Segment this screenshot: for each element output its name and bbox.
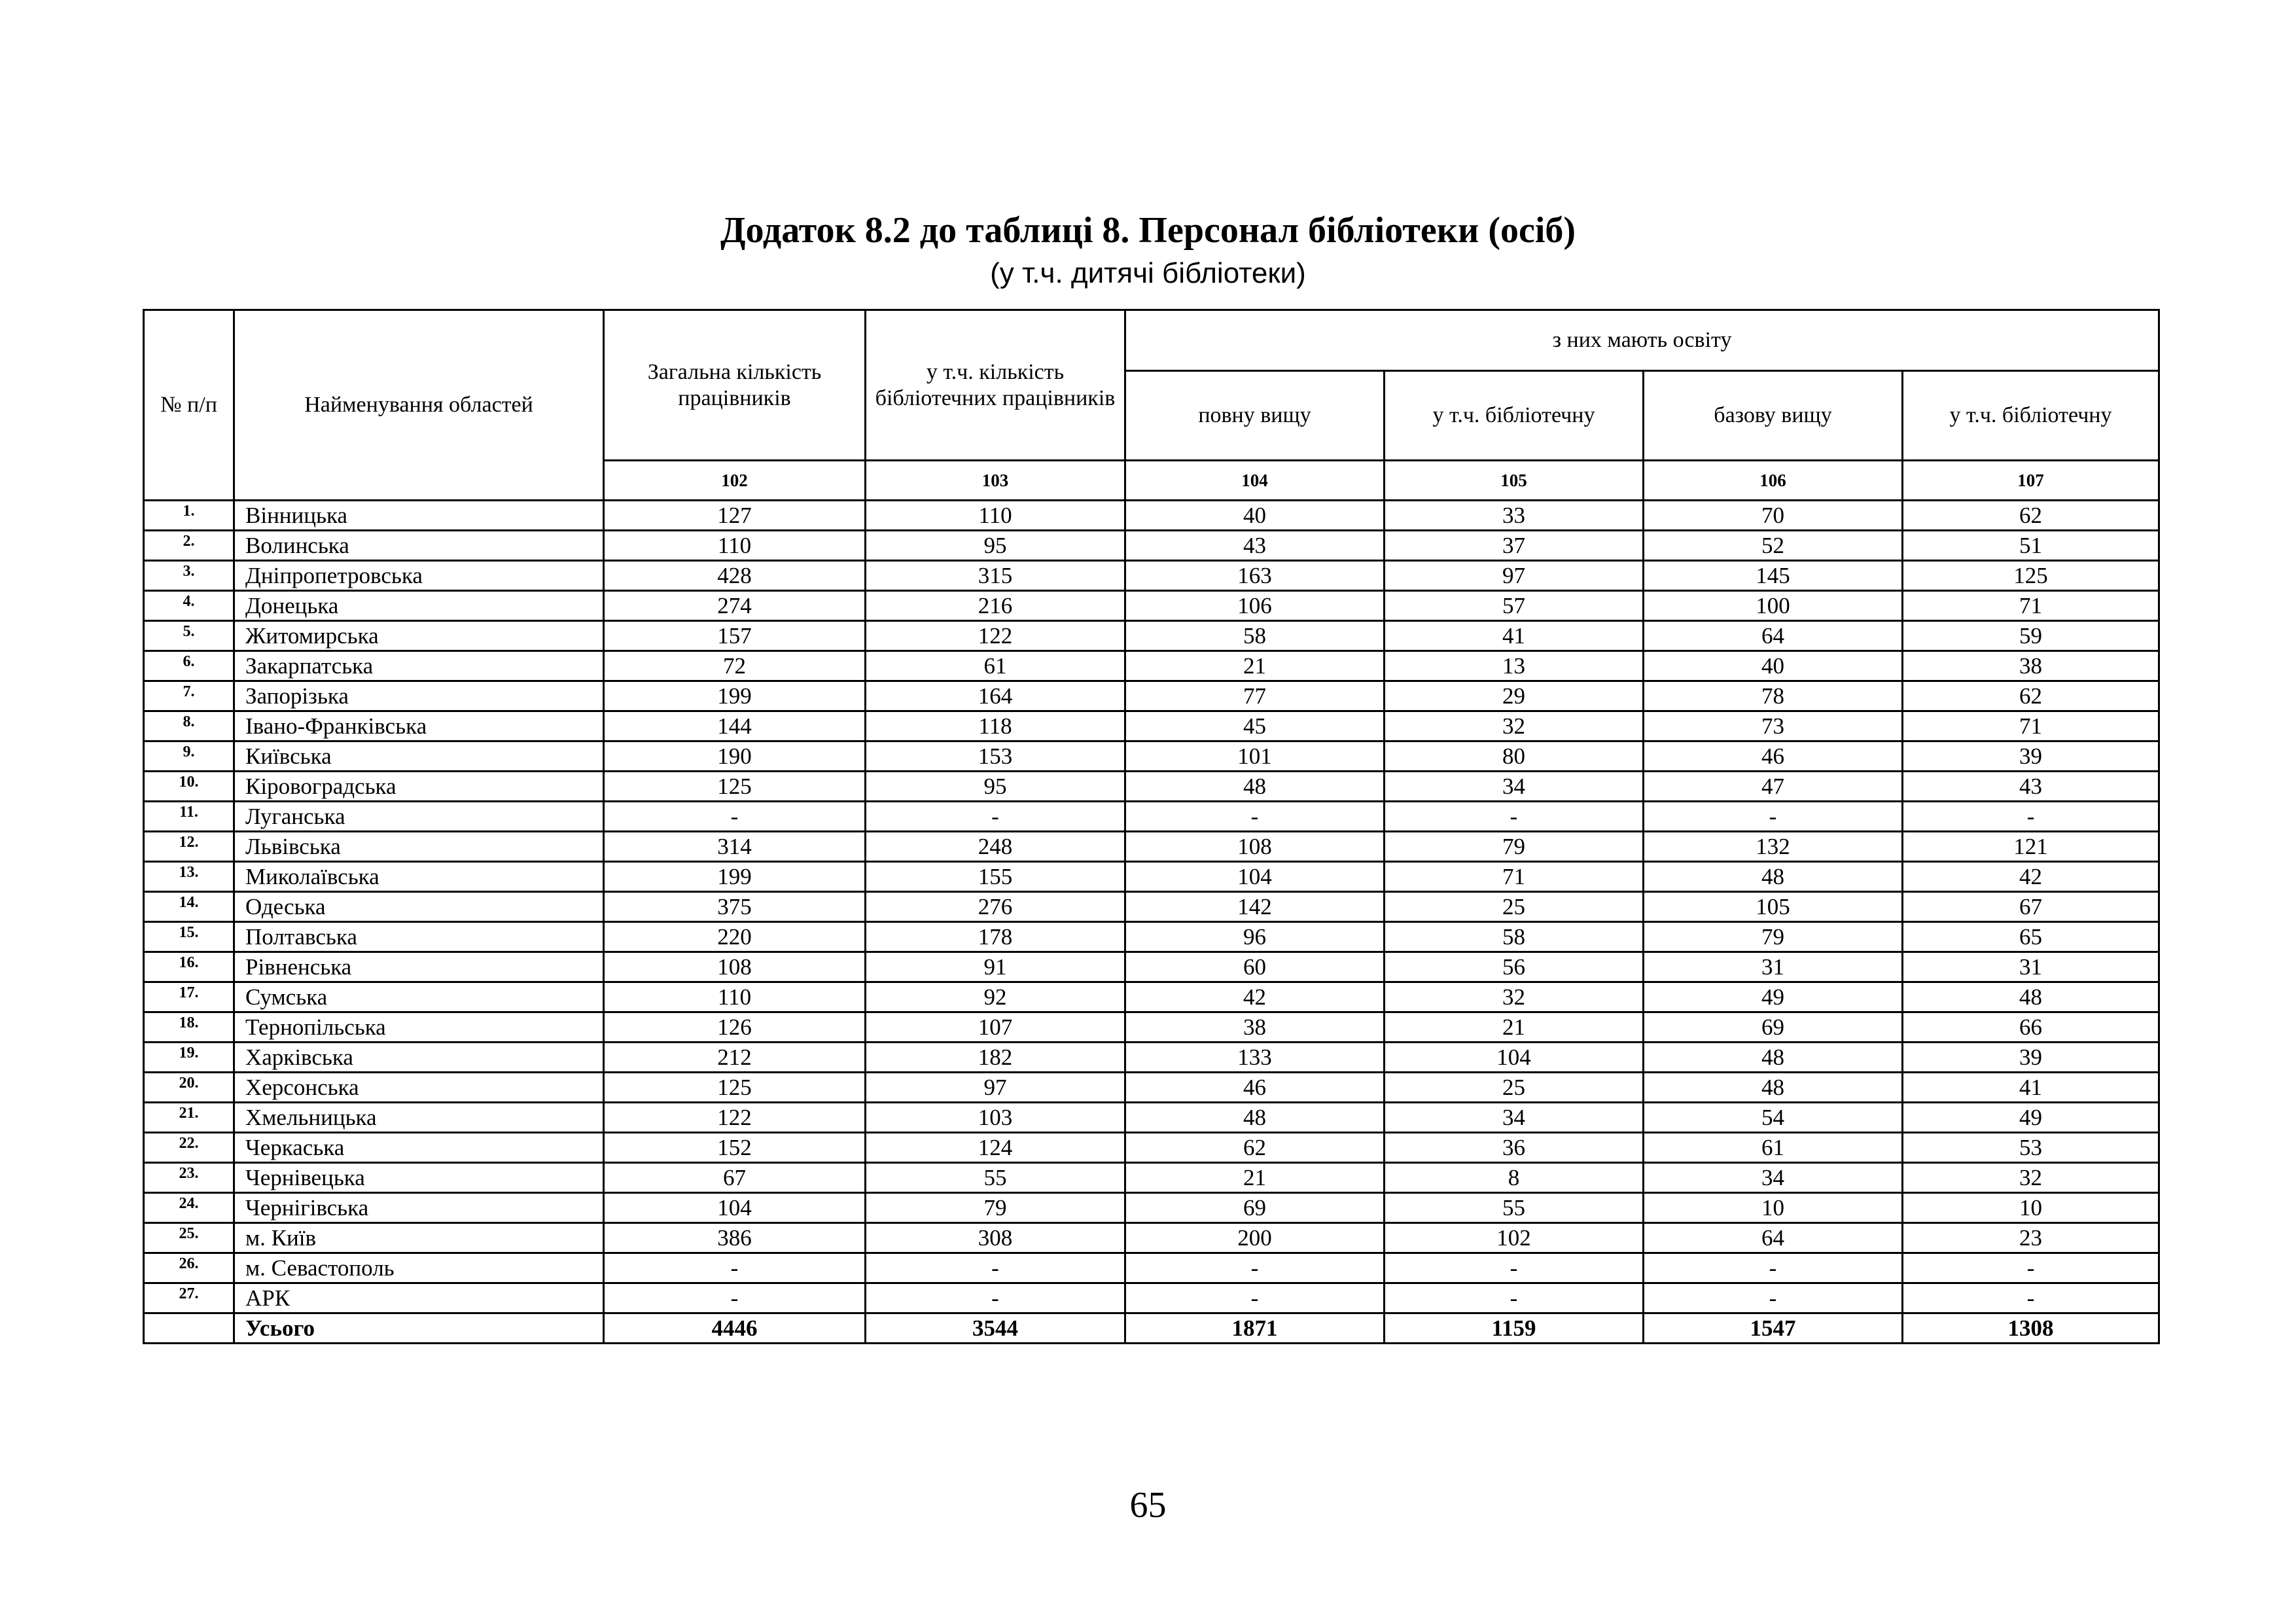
row-number: 4.	[144, 591, 234, 621]
region-name: Черкаська	[234, 1133, 604, 1163]
region-name: АРК	[234, 1283, 604, 1313]
table-row	[144, 1283, 2159, 1313]
table-row	[144, 922, 2159, 952]
region-name: м. Севастополь	[234, 1253, 604, 1283]
region-name: Волинська	[234, 531, 604, 561]
region-name: Миколаївська	[234, 862, 604, 892]
value-cell: 32	[1385, 982, 1644, 1012]
value-cell: 40	[1125, 501, 1385, 531]
table-row	[144, 1193, 2159, 1223]
value-cell: 107	[866, 1012, 1125, 1043]
value-cell: 95	[866, 772, 1125, 802]
region-name: Житомирська	[234, 621, 604, 651]
value-cell: 38	[1125, 1012, 1385, 1043]
value-cell: 200	[1125, 1223, 1385, 1253]
region-name: Хмельницька	[234, 1103, 604, 1133]
row-number: 12.	[144, 832, 234, 862]
value-cell: 21	[1125, 651, 1385, 681]
value-cell: 106	[1125, 591, 1385, 621]
total-value-cell: 1547	[1644, 1313, 1903, 1344]
value-cell: 40	[1644, 651, 1903, 681]
row-number: 3.	[144, 561, 234, 591]
region-name: Запорізька	[234, 681, 604, 711]
value-cell: -	[1125, 1283, 1385, 1313]
row-number: 26.	[144, 1253, 234, 1283]
value-cell: 25	[1385, 892, 1644, 922]
value-cell: 36	[1385, 1133, 1644, 1163]
value-cell: 190	[604, 741, 866, 772]
value-cell: 78	[1644, 681, 1903, 711]
value-cell: -	[604, 1253, 866, 1283]
region-name: Чернігівська	[234, 1193, 604, 1223]
total-value-cell: 4446	[604, 1313, 866, 1344]
value-cell: 104	[1125, 862, 1385, 892]
value-cell: 375	[604, 892, 866, 922]
value-cell: 97	[1385, 561, 1644, 591]
value-cell: 69	[1125, 1193, 1385, 1223]
row-number: 7.	[144, 681, 234, 711]
value-cell: 216	[866, 591, 1125, 621]
region-name: Донецька	[234, 591, 604, 621]
table-row	[144, 772, 2159, 802]
value-cell: 386	[604, 1223, 866, 1253]
value-cell: -	[1644, 802, 1903, 832]
value-cell: 199	[604, 681, 866, 711]
value-cell: 48	[1644, 862, 1903, 892]
total-row-number	[144, 1313, 234, 1344]
value-cell: 220	[604, 922, 866, 952]
value-cell: 48	[1125, 1103, 1385, 1133]
value-cell: 101	[1125, 741, 1385, 772]
region-name: Івано-Франківська	[234, 711, 604, 741]
value-cell: -	[1125, 1253, 1385, 1283]
value-cell: 163	[1125, 561, 1385, 591]
value-cell: 77	[1125, 681, 1385, 711]
header-education-group: з них мають освіту	[1125, 310, 2159, 371]
value-cell: 13	[1385, 651, 1644, 681]
total-value-cell: 1159	[1385, 1313, 1644, 1344]
value-cell: 118	[866, 711, 1125, 741]
header-full-higher-library: у т.ч. бібліотечну	[1385, 371, 1644, 461]
value-cell: 122	[604, 1103, 866, 1133]
row-number: 11.	[144, 802, 234, 832]
row-number: 10.	[144, 772, 234, 802]
value-cell: 62	[1125, 1133, 1385, 1163]
row-number: 21.	[144, 1103, 234, 1133]
value-cell: 122	[866, 621, 1125, 651]
value-cell: 21	[1385, 1012, 1644, 1043]
value-cell: 248	[866, 832, 1125, 862]
row-number: 2.	[144, 531, 234, 561]
row-number: 18.	[144, 1012, 234, 1043]
value-cell: 71	[1903, 711, 2159, 741]
row-number: 19.	[144, 1043, 234, 1073]
value-cell: 54	[1644, 1103, 1903, 1133]
region-name: Чернівецька	[234, 1163, 604, 1193]
value-cell: 33	[1385, 501, 1644, 531]
region-name: Рівненська	[234, 952, 604, 982]
table-row	[144, 1073, 2159, 1103]
value-cell: 46	[1125, 1073, 1385, 1103]
value-cell: 45	[1125, 711, 1385, 741]
header-num: № п/п	[144, 310, 234, 501]
value-cell: -	[1903, 1283, 2159, 1313]
page-number: 65	[1129, 1485, 1167, 1525]
value-cell: 62	[1903, 681, 2159, 711]
table-row	[144, 892, 2159, 922]
value-cell: 110	[866, 501, 1125, 531]
value-cell: 39	[1903, 1043, 2159, 1073]
value-cell: 41	[1385, 621, 1644, 651]
value-cell: -	[1903, 802, 2159, 832]
value-cell: 274	[604, 591, 866, 621]
value-cell: 110	[604, 982, 866, 1012]
value-cell: 182	[866, 1043, 1125, 1073]
value-cell: 72	[604, 651, 866, 681]
value-cell: 125	[604, 772, 866, 802]
value-cell: 46	[1644, 741, 1903, 772]
table-row	[144, 1223, 2159, 1253]
value-cell: 79	[1644, 922, 1903, 952]
row-number: 15.	[144, 922, 234, 952]
table-row	[144, 681, 2159, 711]
row-number: 20.	[144, 1073, 234, 1103]
value-cell: 199	[604, 862, 866, 892]
header-basic-higher: базову вищу	[1644, 371, 1903, 461]
value-cell: 110	[604, 531, 866, 561]
staff-table	[143, 309, 2160, 1344]
value-cell: 71	[1385, 862, 1644, 892]
value-cell: 157	[604, 621, 866, 651]
region-name: Закарпатська	[234, 651, 604, 681]
value-cell: 67	[604, 1163, 866, 1193]
value-cell: 64	[1644, 1223, 1903, 1253]
value-cell: -	[1644, 1283, 1903, 1313]
value-cell: -	[1644, 1253, 1903, 1283]
row-number: 14.	[144, 892, 234, 922]
value-cell: 10	[1644, 1193, 1903, 1223]
header-library-staff: у т.ч. кількість бібліотечних працівників	[866, 310, 1125, 461]
table-row	[144, 651, 2159, 681]
value-cell: 124	[866, 1133, 1125, 1163]
value-cell: 53	[1903, 1133, 2159, 1163]
value-cell: 42	[1125, 982, 1385, 1012]
value-cell: 55	[1385, 1193, 1644, 1223]
value-cell: 80	[1385, 741, 1644, 772]
table-row	[144, 561, 2159, 591]
value-cell: 127	[604, 501, 866, 531]
total-value-cell: 1308	[1903, 1313, 2159, 1344]
region-name: Херсонська	[234, 1073, 604, 1103]
page-subtitle: (у т.ч. дитячі бібліотеки)	[990, 257, 1306, 289]
value-cell: 164	[866, 681, 1125, 711]
row-number: 23.	[144, 1163, 234, 1193]
value-cell: 104	[1385, 1043, 1644, 1073]
table-row	[144, 1133, 2159, 1163]
header-region-name: Найменування областей	[234, 310, 604, 501]
region-name: Київська	[234, 741, 604, 772]
value-cell: 95	[866, 531, 1125, 561]
value-cell: 121	[1903, 832, 2159, 862]
value-cell: 73	[1644, 711, 1903, 741]
value-cell: 37	[1385, 531, 1644, 561]
region-name: Луганська	[234, 802, 604, 832]
value-cell: 126	[604, 1012, 866, 1043]
value-cell: 105	[1644, 892, 1903, 922]
value-cell: 34	[1644, 1163, 1903, 1193]
region-name: Дніпропетровська	[234, 561, 604, 591]
value-cell: -	[866, 1283, 1125, 1313]
total-value-cell: 1871	[1125, 1313, 1385, 1344]
value-cell: 152	[604, 1133, 866, 1163]
value-cell: 49	[1903, 1103, 2159, 1133]
value-cell: -	[866, 1253, 1125, 1283]
value-cell: 48	[1644, 1073, 1903, 1103]
value-cell: 155	[866, 862, 1125, 892]
value-cell: 48	[1644, 1043, 1903, 1073]
value-cell: 92	[866, 982, 1125, 1012]
value-cell: -	[866, 802, 1125, 832]
row-number: 8.	[144, 711, 234, 741]
row-number: 1.	[144, 501, 234, 531]
table-row	[144, 802, 2159, 832]
value-cell: 61	[866, 651, 1125, 681]
value-cell: 41	[1903, 1073, 2159, 1103]
value-cell: 108	[1125, 832, 1385, 862]
value-cell: 32	[1903, 1163, 2159, 1193]
region-name: Харківська	[234, 1043, 604, 1073]
value-cell: 42	[1903, 862, 2159, 892]
row-number: 27.	[144, 1283, 234, 1313]
value-cell: 133	[1125, 1043, 1385, 1073]
value-cell: 21	[1125, 1163, 1385, 1193]
value-cell: 125	[604, 1073, 866, 1103]
value-cell: 125	[1903, 561, 2159, 591]
value-cell: 144	[604, 711, 866, 741]
value-cell: 31	[1903, 952, 2159, 982]
table-row	[144, 1253, 2159, 1283]
value-cell: 142	[1125, 892, 1385, 922]
table-row	[144, 501, 2159, 531]
value-cell: 145	[1644, 561, 1903, 591]
column-code: 103	[866, 461, 1125, 501]
value-cell: -	[1385, 1253, 1644, 1283]
value-cell: -	[1385, 802, 1644, 832]
total-value-cell: 3544	[866, 1313, 1125, 1344]
table-row	[144, 711, 2159, 741]
header-total-staff: Загальна кількість працівників	[604, 310, 866, 461]
value-cell: 428	[604, 561, 866, 591]
table-row	[144, 952, 2159, 982]
value-cell: 34	[1385, 1103, 1644, 1133]
value-cell: 39	[1903, 741, 2159, 772]
table-row	[144, 832, 2159, 862]
value-cell: 79	[1385, 832, 1644, 862]
value-cell: -	[1125, 802, 1385, 832]
value-cell: 34	[1385, 772, 1644, 802]
row-number: 16.	[144, 952, 234, 982]
value-cell: 62	[1903, 501, 2159, 531]
value-cell: 43	[1903, 772, 2159, 802]
value-cell: -	[1385, 1283, 1644, 1313]
value-cell: 178	[866, 922, 1125, 952]
row-number: 6.	[144, 651, 234, 681]
table-body	[144, 501, 2159, 1344]
table-row	[144, 531, 2159, 561]
table-row	[144, 1103, 2159, 1133]
column-code: 104	[1125, 461, 1385, 501]
value-cell: 69	[1644, 1012, 1903, 1043]
row-number: 9.	[144, 741, 234, 772]
table-row	[144, 741, 2159, 772]
value-cell: 8	[1385, 1163, 1644, 1193]
table-row	[144, 982, 2159, 1012]
row-number: 24.	[144, 1193, 234, 1223]
value-cell: 308	[866, 1223, 1125, 1253]
value-cell: 56	[1385, 952, 1644, 982]
value-cell: 100	[1644, 591, 1903, 621]
value-cell: 31	[1644, 952, 1903, 982]
value-cell: 66	[1903, 1012, 2159, 1043]
table-row	[144, 621, 2159, 651]
value-cell: 79	[866, 1193, 1125, 1223]
header-full-higher: повну вищу	[1125, 371, 1385, 461]
total-row	[144, 1313, 2159, 1344]
value-cell: 58	[1125, 621, 1385, 651]
value-cell: 47	[1644, 772, 1903, 802]
value-cell: 51	[1903, 531, 2159, 561]
value-cell: 58	[1385, 922, 1644, 952]
value-cell: 43	[1125, 531, 1385, 561]
value-cell: 67	[1903, 892, 2159, 922]
value-cell: 104	[604, 1193, 866, 1223]
value-cell: 70	[1644, 501, 1903, 531]
table-row	[144, 1043, 2159, 1073]
region-name: Вінницька	[234, 501, 604, 531]
value-cell: 29	[1385, 681, 1644, 711]
value-cell: 10	[1903, 1193, 2159, 1223]
value-cell: 38	[1903, 651, 2159, 681]
row-number: 5.	[144, 621, 234, 651]
value-cell: 315	[866, 561, 1125, 591]
value-cell: 108	[604, 952, 866, 982]
table-row	[144, 1163, 2159, 1193]
value-cell: 23	[1903, 1223, 2159, 1253]
value-cell: 52	[1644, 531, 1903, 561]
value-cell: 276	[866, 892, 1125, 922]
value-cell: 64	[1644, 621, 1903, 651]
column-code: 105	[1385, 461, 1644, 501]
table-row	[144, 862, 2159, 892]
row-number: 13.	[144, 862, 234, 892]
region-name: Львівська	[234, 832, 604, 862]
region-name: Сумська	[234, 982, 604, 1012]
value-cell: 153	[866, 741, 1125, 772]
value-cell: 91	[866, 952, 1125, 982]
value-cell: 212	[604, 1043, 866, 1073]
value-cell: 103	[866, 1103, 1125, 1133]
column-code: 102	[604, 461, 866, 501]
region-name: Тернопільська	[234, 1012, 604, 1043]
value-cell: 132	[1644, 832, 1903, 862]
region-name: Одеська	[234, 892, 604, 922]
value-cell: -	[604, 1283, 866, 1313]
value-cell: 57	[1385, 591, 1644, 621]
value-cell: 102	[1385, 1223, 1644, 1253]
value-cell: 48	[1125, 772, 1385, 802]
value-cell: 59	[1903, 621, 2159, 651]
row-number: 25.	[144, 1223, 234, 1253]
header-basic-higher-library: у т.ч. бібліотечну	[1903, 371, 2159, 461]
value-cell: 65	[1903, 922, 2159, 952]
row-number: 22.	[144, 1133, 234, 1163]
value-cell: 32	[1385, 711, 1644, 741]
value-cell: 60	[1125, 952, 1385, 982]
value-cell: 55	[866, 1163, 1125, 1193]
table-row	[144, 591, 2159, 621]
region-name: Полтавська	[234, 922, 604, 952]
value-cell: 48	[1903, 982, 2159, 1012]
value-cell: 49	[1644, 982, 1903, 1012]
column-code: 107	[1903, 461, 2159, 501]
value-cell: 61	[1644, 1133, 1903, 1163]
value-cell: 71	[1903, 591, 2159, 621]
region-name: Кіровоградська	[234, 772, 604, 802]
page-title: Додаток 8.2 до таблиці 8. Персонал бібліотеки (осіб)	[720, 210, 1576, 251]
total-label: Усього	[234, 1313, 604, 1344]
value-cell: 96	[1125, 922, 1385, 952]
region-name: м. Київ	[234, 1223, 604, 1253]
row-number: 17.	[144, 982, 234, 1012]
value-cell: 97	[866, 1073, 1125, 1103]
value-cell: 25	[1385, 1073, 1644, 1103]
table-row	[144, 1012, 2159, 1043]
value-cell: 314	[604, 832, 866, 862]
column-code: 106	[1644, 461, 1903, 501]
value-cell: -	[1903, 1253, 2159, 1283]
value-cell: -	[604, 802, 866, 832]
